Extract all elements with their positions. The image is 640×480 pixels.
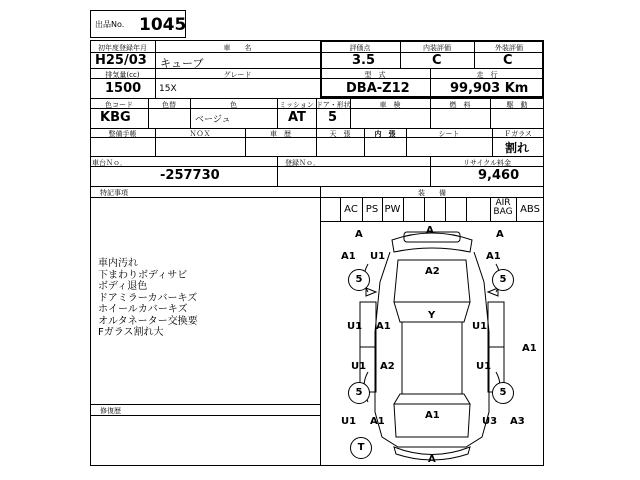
damage-l-door-f1: U1 <box>347 321 363 332</box>
lot-box <box>90 10 186 38</box>
equip-abs: ABS <box>520 204 540 215</box>
damage-roof: Y <box>428 310 436 321</box>
damage-rr-2: A3 <box>510 416 525 427</box>
wheel-fr: 5 <box>492 269 514 291</box>
spare-tire: T <box>350 437 372 459</box>
score-label: 評価点 <box>349 44 371 52</box>
recycle-value: 9,460 <box>478 168 520 183</box>
mileage-label: 走 行 <box>476 71 498 79</box>
damage-l-door-f2: A1 <box>376 321 391 332</box>
lot-number: 1045 <box>139 15 187 35</box>
equip-airbag: AIR BAG <box>493 198 513 217</box>
damage-fr-fender: A1 <box>486 251 501 262</box>
lot-label: 出品No. <box>95 20 125 29</box>
damage-r-door-f: U1 <box>472 321 488 332</box>
interior-label: 内 張 <box>374 130 396 138</box>
nox-label: ＮＯＸ <box>189 130 211 138</box>
fglass-label: Ｆガラス <box>504 130 532 138</box>
damage-fl-fender: A1 <box>341 251 356 262</box>
interior-score-label: 内装評価 <box>423 44 451 52</box>
wheel-rl: 5 <box>348 382 370 404</box>
chassis-value: -257730 <box>160 168 220 183</box>
note-item: ドアミラーカバーキズ <box>98 292 198 304</box>
inspection-label: 車 検 <box>379 101 401 109</box>
transmission-label: ミッション <box>279 101 314 109</box>
damage-rl-1: U1 <box>341 416 357 427</box>
damage-front-right: A <box>496 229 504 240</box>
transmission-value: AT <box>288 110 306 125</box>
grade-value: 15X <box>159 84 177 94</box>
recycle-label: リサイクル料金 <box>462 159 512 167</box>
damage-r-door-r: U1 <box>476 361 492 372</box>
model-value: DBA-Z12 <box>346 81 410 96</box>
seat-label: シート <box>438 130 460 138</box>
model-label: 型 式 <box>364 71 386 79</box>
first-reg-label: 初年度登録年月 <box>98 44 147 52</box>
exterior-score-value: C <box>503 53 513 68</box>
wheel-rr: 5 <box>492 382 514 404</box>
damage-fl-fender2: U1 <box>370 251 386 262</box>
equipment-label: 装 備 <box>418 189 446 197</box>
first-reg-value: H25/03 <box>95 53 147 68</box>
wheel-fl: 5 <box>348 269 370 291</box>
note-item: ボディ退色 <box>98 281 148 292</box>
note-item: ホイールカバーキズ <box>98 304 188 315</box>
color-sys-label: 色替 <box>162 101 176 109</box>
damage-front-left: A <box>355 229 363 240</box>
doors-value: 5 <box>328 110 338 125</box>
sunroof-label: 天 張 <box>329 130 351 138</box>
damage-l-door-r2: A2 <box>380 361 395 372</box>
note-item: 下まわりボディサビ <box>98 269 188 281</box>
score-value: 3.5 <box>352 53 376 68</box>
note-item: 車内汚れ <box>98 258 138 269</box>
history-label: 車 歴 <box>270 130 291 138</box>
damage-trunk: A1 <box>425 410 440 421</box>
fglass-value: 割れ <box>505 141 530 155</box>
color-label: 色 <box>230 101 237 109</box>
displacement-label: 排気量(cc) <box>105 71 140 79</box>
damage-rr-1: U3 <box>482 416 498 427</box>
interior-score-value: C <box>432 53 442 68</box>
damage-r-side: A1 <box>522 343 537 354</box>
damage-l-door-r1: U1 <box>351 361 367 372</box>
damage-rear-bottom: A <box>428 454 436 465</box>
repair-label: 修復歴 <box>100 407 121 415</box>
damage-hood: A2 <box>425 266 440 277</box>
grade-label: グレード <box>223 71 252 79</box>
equip-ac: AC <box>344 204 358 215</box>
door-shape-label: ドア・形状 <box>316 101 351 109</box>
damage-rl-2: A1 <box>370 416 385 427</box>
exterior-score-label: 外装評価 <box>495 44 523 52</box>
car-name-label: 車 名 <box>223 44 252 52</box>
displacement-value: 1500 <box>105 81 142 96</box>
reg-no-label: 登録Ｎｏ． <box>285 159 320 167</box>
damage-front-top: A <box>426 225 434 236</box>
notes-list <box>98 258 198 339</box>
drive-label: 駆 動 <box>506 101 528 109</box>
color-code-value: KBG <box>100 110 131 125</box>
note-item: オルタネーター交換要 <box>98 315 198 327</box>
fuel-label: 燃 料 <box>449 101 471 109</box>
chassis-label: 車台Ｎｏ． <box>92 159 127 167</box>
mileage-value: 99,903 Km <box>450 81 529 96</box>
manual-label: 整備手帳 <box>108 130 137 138</box>
color-code-label: 色コード <box>105 101 133 109</box>
car-name-value: キューブ <box>160 57 204 70</box>
notes-label: 特記事項 <box>100 189 128 197</box>
color-value: ベージュ <box>195 115 231 125</box>
equip-ps: PS <box>365 204 379 215</box>
equip-pw: PW <box>384 204 401 215</box>
note-item: Fガラス割れ大 <box>98 327 164 338</box>
